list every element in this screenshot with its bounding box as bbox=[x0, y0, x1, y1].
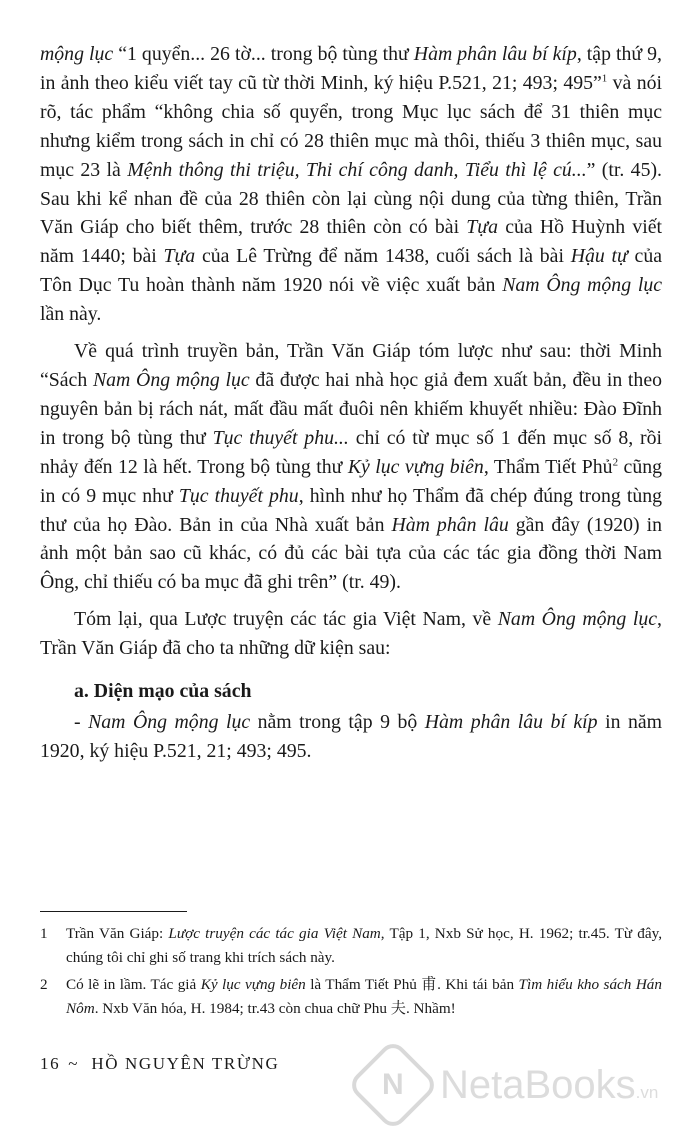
section-heading: a. Diện mạo của sách bbox=[74, 680, 252, 703]
footnote-number: 2 bbox=[40, 976, 48, 994]
paragraph: Tóm lại, qua Lược truyện các tác gia Việt Nam, về Nam Ông mộng lục, Trần Văn Giáp đã cho ta những dữ kiện sau: bbox=[40, 608, 662, 660]
page-body bbox=[40, 40, 662, 766]
footnote-text: Trần Văn Giáp: Lược truyện các tác gia Việt Nam, Tập 1, Nxb Sử học, H. 1962; tr.45. Từ đây, chúng tôi chỉ ghi số trang khi trích sách này. bbox=[66, 925, 663, 966]
netabooks-logo-icon: N bbox=[346, 1038, 439, 1131]
footer-ornament: ~ bbox=[68, 1054, 78, 1073]
footnote bbox=[40, 973, 662, 1020]
watermark bbox=[360, 1052, 658, 1118]
running-author: HỒ NGUYÊN TRỪNG bbox=[91, 1054, 280, 1073]
watermark-brand: NetaBooks.vn bbox=[440, 1062, 659, 1107]
paragraph: - Nam Ông mộng lục nằm trong tập 9 bộ Hàm phân lâu bí kíp in năm 1920, ký hiệu P.521, 21; 493; 495. bbox=[40, 710, 663, 762]
paragraph: mộng lục “1 quyển... 26 tờ... trong bộ tùng thư Hàm phân lâu bí kíp, tập thứ 9, in ảnh theo kiểu viết tay cũ từ thời Minh, ký hiệu P.521, 21; 493; 495”$^1$ và nói rõ, tác phẩm “không chia số quyển, trong Mục lục sách để 31 thiên mục nhưng kiểm trong sách in chỉ có 28 thiên mục mà thôi, thiếu 3 thiên mục, sau mục 23 là Mệnh thông thi triệu, Thi chí công danh, Tiểu thì lệ cú...” (tr. 45). Sau khi kể nhan đề của 28 thiên còn lại cùng nội dung của từng thiên, Trần Văn Giáp cho biết thêm, trước 28 thiên còn có bài Tựa của Hồ Huỳnh viết năm 1440; bài Tựa của Lê Trừng để năm 1438, cuối sách là bài Hậu tự của Tôn Dục Tu hoàn thành năm 1920 nói về việc xuất bản Nam Ông mộng lục lần này. bbox=[40, 43, 663, 326]
paragraph: Về quá trình truyền bản, Trần Văn Giáp tóm lược như sau: thời Minh “Sách Nam Ông mộng lục đã được hai nhà học giả đem xuất bản, đều in theo nguyên bản bị rách nát, mất đầu mất đuôi nên khiếm khuyết nhiều: Đào Đĩnh in trong bộ tùng thư Tục thuyết phu... chỉ có từ mục số 1 đến mục số 8, rồi nhảy đến 12 là hết. Trong bộ tùng thư Kỷ lục vựng biên, Thẩm Tiết Phủ$^2$ cũng in có 9 mục như Tục thuyết phu, hình như họ Thẩm đã chép đúng trong tùng thư của họ Đào. Bản in của Nhà xuất bản Hàm phân lâu gần đây (1920) in ảnh một bản sao cũ khác, có đủ các bài tựa của các tác gia đồng thời Nam Ông, chỉ thiếu có ba mục đã ghi trên” (tr. 49). bbox=[40, 340, 663, 594]
footnote bbox=[40, 922, 662, 969]
page-footer bbox=[40, 1054, 279, 1074]
page-number: 16 bbox=[40, 1054, 61, 1073]
footnote-divider bbox=[40, 911, 187, 912]
footnotes bbox=[40, 922, 662, 1024]
footnote-number: 1 bbox=[40, 925, 48, 942]
footnote-text: Có lẽ in lầm. Tác giả Kỷ lục vựng biên là Thẩm Tiết Phủ 甫. Khi tái bản Tìm hiểu kho sách Hán Nôm. Nxb Văn hóa, H. 1984; tr.43 còn chua chữ Phu 夫. Nhầm! bbox=[66, 976, 662, 1017]
